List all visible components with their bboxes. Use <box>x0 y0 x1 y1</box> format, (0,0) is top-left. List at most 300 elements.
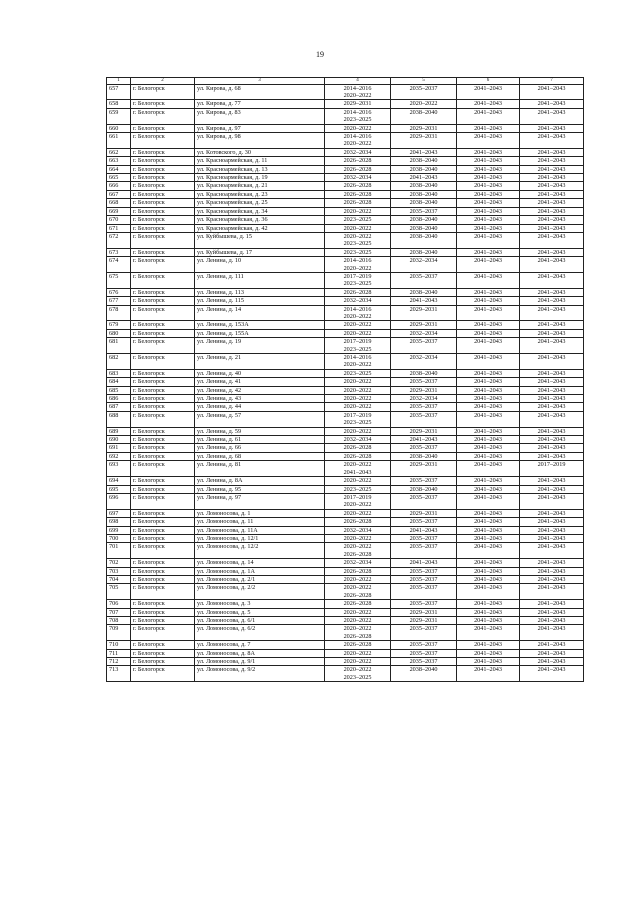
row-number-cell: 693 <box>107 461 131 477</box>
period-col5-cell: 2035–2037 <box>391 493 457 509</box>
period-col6-cell: 2041–2043 <box>457 354 520 370</box>
period-col7-cell: 2041–2043 <box>520 666 584 682</box>
city-cell: г. Белогорск <box>131 305 195 321</box>
period-col5-cell: 2038–2040 <box>391 666 457 682</box>
city-cell: г. Белогорск <box>131 182 195 190</box>
table-body <box>107 84 584 682</box>
table-row <box>107 157 584 165</box>
table-row <box>107 216 584 224</box>
period-col5-cell: 2035–2037 <box>391 272 457 288</box>
period-col4-cell: 2032–2034 <box>325 526 391 534</box>
city-cell: г. Белогорск <box>131 165 195 173</box>
city-cell: г. Белогорск <box>131 658 195 666</box>
row-number-cell: 705 <box>107 584 131 600</box>
city-cell: г. Белогорск <box>131 485 195 493</box>
period-col6-cell: 2041–2043 <box>457 338 520 354</box>
table-row <box>107 625 584 641</box>
period-col6-cell: 2041–2043 <box>457 199 520 207</box>
address-cell: ул. Кирова, д. 98 <box>195 133 325 149</box>
period-col6-cell: 2041–2043 <box>457 395 520 403</box>
period-col6-cell: 2041–2043 <box>457 288 520 296</box>
period-col6-cell: 2041–2043 <box>457 477 520 485</box>
period-col7-cell: 2041–2043 <box>520 100 584 108</box>
table-row <box>107 427 584 435</box>
period-col6-cell: 2041–2043 <box>457 297 520 305</box>
row-number-cell: 666 <box>107 182 131 190</box>
period-col6-cell: 2041–2043 <box>457 148 520 156</box>
table-row <box>107 600 584 608</box>
table-row <box>107 182 584 190</box>
address-cell: ул. Ломоносова, д. 7 <box>195 641 325 649</box>
period-col4-cell: 2023–2025 <box>325 485 391 493</box>
period-col5-cell: 2041–2043 <box>391 526 457 534</box>
row-number-cell: 664 <box>107 165 131 173</box>
period-col5-cell: 2038–2040 <box>391 232 457 248</box>
row-number-cell: 680 <box>107 329 131 337</box>
period-col4-cell: 2026–2028 <box>325 190 391 198</box>
table-row <box>107 559 584 567</box>
address-cell: ул. Ломоносова, д. 14 <box>195 559 325 567</box>
city-cell: г. Белогорск <box>131 288 195 296</box>
address-cell: ул. Ломоносова, д. 6/2 <box>195 625 325 641</box>
period-col4-cell: 2020–2022 <box>325 427 391 435</box>
city-cell: г. Белогорск <box>131 427 195 435</box>
period-col4-cell: 2020–2022 <box>325 608 391 616</box>
table-row <box>107 207 584 215</box>
period-col5-cell: 2035–2037 <box>391 543 457 559</box>
row-number-cell: 700 <box>107 534 131 542</box>
period-col7-cell: 2041–2043 <box>520 649 584 657</box>
period-col7-cell: 2041–2043 <box>520 165 584 173</box>
period-col4-cell: 2020–2022 <box>325 403 391 411</box>
period-col6-cell: 2041–2043 <box>457 378 520 386</box>
row-number-cell: 689 <box>107 427 131 435</box>
row-number-cell: 697 <box>107 509 131 517</box>
table-row <box>107 386 584 394</box>
city-cell: г. Белогорск <box>131 216 195 224</box>
period-col5-cell: 2041–2043 <box>391 436 457 444</box>
period-col6-cell: 2041–2043 <box>457 411 520 427</box>
period-col6-cell: 2041–2043 <box>457 124 520 132</box>
city-cell: г. Белогорск <box>131 395 195 403</box>
address-cell: ул. Ленина, д. 153А <box>195 321 325 329</box>
address-cell: ул. Кирова, д. 68 <box>195 84 325 100</box>
period-col5-cell: 2032–2034 <box>391 354 457 370</box>
table-row <box>107 174 584 182</box>
period-col7-cell: 2041–2043 <box>520 403 584 411</box>
period-col4-cell: 2032–2034 <box>325 559 391 567</box>
table-row <box>107 124 584 132</box>
city-cell: г. Белогорск <box>131 411 195 427</box>
row-number-cell: 698 <box>107 518 131 526</box>
period-col4-cell: 2020–2022 2023–2025 <box>325 232 391 248</box>
city-cell: г. Белогорск <box>131 600 195 608</box>
address-cell: ул. Ломоносова, д. 9/2 <box>195 666 325 682</box>
row-number-cell: 665 <box>107 174 131 182</box>
row-number-cell: 710 <box>107 641 131 649</box>
city-cell: г. Белогорск <box>131 257 195 273</box>
row-number-cell: 668 <box>107 199 131 207</box>
city-cell: г. Белогорск <box>131 108 195 124</box>
period-col4-cell: 2014–2016 2020–2022 <box>325 84 391 100</box>
period-col6-cell: 2041–2043 <box>457 444 520 452</box>
period-col5-cell: 2035–2037 <box>391 600 457 608</box>
address-cell: ул. Куйбышева, д. 17 <box>195 248 325 256</box>
period-col5-cell: 2038–2040 <box>391 108 457 124</box>
period-col4-cell: 2014–2016 2020–2022 <box>325 305 391 321</box>
city-cell: г. Белогорск <box>131 199 195 207</box>
period-col6-cell: 2041–2043 <box>457 649 520 657</box>
city-cell: г. Белогорск <box>131 493 195 509</box>
period-col5-cell: 2038–2040 <box>391 190 457 198</box>
address-cell: ул. Ломоносова, д. 11 <box>195 518 325 526</box>
address-cell: ул. Ломоносова, д. 6/1 <box>195 617 325 625</box>
address-cell: ул. Ломоносова, д. 12/2 <box>195 543 325 559</box>
period-col4-cell: 2020–2022 2026–2028 <box>325 625 391 641</box>
period-col4-cell: 2020–2022 <box>325 617 391 625</box>
city-cell: г. Белогорск <box>131 543 195 559</box>
column-header: 2 <box>131 78 195 85</box>
period-col4-cell: 2032–2034 <box>325 174 391 182</box>
period-col7-cell: 2041–2043 <box>520 369 584 377</box>
address-cell: ул. Ленина, д. 113 <box>195 288 325 296</box>
city-cell: г. Белогорск <box>131 148 195 156</box>
period-col5-cell: 2035–2037 <box>391 411 457 427</box>
period-col6-cell: 2041–2043 <box>457 257 520 273</box>
period-col7-cell: 2041–2043 <box>520 321 584 329</box>
period-col7-cell: 2041–2043 <box>520 559 584 567</box>
city-cell: г. Белогорск <box>131 321 195 329</box>
period-col4-cell: 2020–2022 <box>325 378 391 386</box>
row-number-cell: 687 <box>107 403 131 411</box>
period-col6-cell: 2041–2043 <box>457 625 520 641</box>
row-number-cell: 672 <box>107 232 131 248</box>
period-col7-cell: 2041–2043 <box>520 378 584 386</box>
table-row <box>107 148 584 156</box>
city-cell: г. Белогорск <box>131 100 195 108</box>
period-col7-cell: 2041–2043 <box>520 248 584 256</box>
table-row <box>107 329 584 337</box>
column-header: 6 <box>457 78 520 85</box>
row-number-cell: 678 <box>107 305 131 321</box>
period-col7-cell: 2041–2043 <box>520 182 584 190</box>
period-col5-cell: 2029–2031 <box>391 321 457 329</box>
period-col5-cell: 2038–2040 <box>391 224 457 232</box>
period-col5-cell: 2038–2040 <box>391 369 457 377</box>
period-col6-cell: 2041–2043 <box>457 584 520 600</box>
table-row <box>107 436 584 444</box>
table-row <box>107 567 584 575</box>
city-cell: г. Белогорск <box>131 534 195 542</box>
period-col4-cell: 2020–2022 <box>325 207 391 215</box>
city-cell: г. Белогорск <box>131 567 195 575</box>
period-col4-cell: 2026–2028 <box>325 182 391 190</box>
address-cell: ул. Красноармейская, д. 36 <box>195 216 325 224</box>
period-col4-cell: 2020–2022 <box>325 649 391 657</box>
period-col4-cell: 2020–2022 <box>325 124 391 132</box>
period-col6-cell: 2041–2043 <box>457 461 520 477</box>
address-cell: ул. Ломоносова, д. 8А <box>195 649 325 657</box>
period-col7-cell: 2041–2043 <box>520 190 584 198</box>
period-col6-cell: 2041–2043 <box>457 321 520 329</box>
period-col6-cell: 2041–2043 <box>457 493 520 509</box>
address-cell: ул. Ленина, д. 10 <box>195 257 325 273</box>
column-header: 7 <box>520 78 584 85</box>
schedule-table <box>106 77 584 682</box>
period-col6-cell: 2041–2043 <box>457 534 520 542</box>
city-cell: г. Белогорск <box>131 297 195 305</box>
period-col6-cell: 2041–2043 <box>457 452 520 460</box>
city-cell: г. Белогорск <box>131 386 195 394</box>
period-col7-cell: 2041–2043 <box>520 584 584 600</box>
city-cell: г. Белогорск <box>131 436 195 444</box>
period-col7-cell: 2041–2043 <box>520 232 584 248</box>
period-col7-cell: 2041–2043 <box>520 157 584 165</box>
table-row <box>107 543 584 559</box>
period-col7-cell: 2041–2043 <box>520 477 584 485</box>
period-col5-cell: 2035–2037 <box>391 584 457 600</box>
row-number-cell: 704 <box>107 575 131 583</box>
period-col4-cell: 2032–2034 <box>325 148 391 156</box>
address-cell: ул. Кирова, д. 83 <box>195 108 325 124</box>
city-cell: г. Белогорск <box>131 232 195 248</box>
city-cell: г. Белогорск <box>131 133 195 149</box>
period-col6-cell: 2041–2043 <box>457 165 520 173</box>
period-col7-cell: 2041–2043 <box>520 199 584 207</box>
city-cell: г. Белогорск <box>131 518 195 526</box>
address-cell: ул. Ленина, д. 14 <box>195 305 325 321</box>
period-col7-cell: 2041–2043 <box>520 216 584 224</box>
row-number-cell: 706 <box>107 600 131 608</box>
period-col5-cell: 2032–2034 <box>391 395 457 403</box>
table-row <box>107 666 584 682</box>
column-header: 5 <box>391 78 457 85</box>
table-row <box>107 100 584 108</box>
period-col7-cell: 2041–2043 <box>520 509 584 517</box>
row-number-cell: 663 <box>107 157 131 165</box>
row-number-cell: 701 <box>107 543 131 559</box>
period-col4-cell: 2026–2028 <box>325 567 391 575</box>
city-cell: г. Белогорск <box>131 641 195 649</box>
table-row <box>107 257 584 273</box>
period-col4-cell: 2026–2028 <box>325 600 391 608</box>
address-cell: ул. Ленина, д. 57 <box>195 411 325 427</box>
address-cell: ул. Ленина, д. 81 <box>195 461 325 477</box>
period-col7-cell: 2041–2043 <box>520 485 584 493</box>
table-row <box>107 190 584 198</box>
period-col7-cell: 2041–2043 <box>520 297 584 305</box>
period-col4-cell: 2020–2022 <box>325 395 391 403</box>
address-cell: ул. Ленина, д. 19 <box>195 338 325 354</box>
table-row <box>107 199 584 207</box>
period-col4-cell: 2026–2028 <box>325 165 391 173</box>
table-row <box>107 641 584 649</box>
table-header-row <box>107 78 584 85</box>
period-col7-cell: 2041–2043 <box>520 305 584 321</box>
period-col5-cell: 2032–2034 <box>391 257 457 273</box>
period-col4-cell: 2014–2016 2020–2022 <box>325 133 391 149</box>
address-cell: ул. Ленина, д. 115 <box>195 297 325 305</box>
period-col5-cell: 2032–2034 <box>391 329 457 337</box>
city-cell: г. Белогорск <box>131 649 195 657</box>
table-row <box>107 444 584 452</box>
address-cell: ул. Ленина, д. 61 <box>195 436 325 444</box>
period-col6-cell: 2041–2043 <box>457 190 520 198</box>
address-cell: ул. Ленина, д. 41 <box>195 378 325 386</box>
row-number-cell: 703 <box>107 567 131 575</box>
table-row <box>107 518 584 526</box>
address-cell: ул. Ленина, д. 8А <box>195 477 325 485</box>
address-cell: ул. Красноармейская, д. 23 <box>195 190 325 198</box>
period-col6-cell: 2041–2043 <box>457 567 520 575</box>
period-col4-cell: 2017–2019 2023–2025 <box>325 411 391 427</box>
period-col4-cell: 2026–2028 <box>325 444 391 452</box>
period-col6-cell: 2041–2043 <box>457 133 520 149</box>
period-col7-cell: 2041–2043 <box>520 272 584 288</box>
address-cell: ул. Ленина, д. 40 <box>195 369 325 377</box>
table-row <box>107 411 584 427</box>
row-number-cell: 694 <box>107 477 131 485</box>
period-col5-cell: 2035–2037 <box>391 338 457 354</box>
period-col6-cell: 2041–2043 <box>457 600 520 608</box>
period-col7-cell: 2041–2043 <box>520 575 584 583</box>
table-row <box>107 84 584 100</box>
table-row <box>107 584 584 600</box>
period-col6-cell: 2041–2043 <box>457 436 520 444</box>
address-cell: ул. Ленина, д. 42 <box>195 386 325 394</box>
city-cell: г. Белогорск <box>131 157 195 165</box>
period-col4-cell: 2020–2022 2041–2043 <box>325 461 391 477</box>
table-row <box>107 297 584 305</box>
period-col4-cell: 2020–2022 <box>325 658 391 666</box>
period-col4-cell: 2026–2028 <box>325 452 391 460</box>
row-number-cell: 661 <box>107 133 131 149</box>
table-row <box>107 165 584 173</box>
row-number-cell: 675 <box>107 272 131 288</box>
period-col6-cell: 2041–2043 <box>457 485 520 493</box>
period-col5-cell: 2035–2037 <box>391 649 457 657</box>
period-col7-cell: 2041–2043 <box>520 641 584 649</box>
address-cell: ул. Кирова, д. 97 <box>195 124 325 132</box>
period-col4-cell: 2020–2022 <box>325 386 391 394</box>
city-cell: г. Белогорск <box>131 84 195 100</box>
row-number-cell: 691 <box>107 444 131 452</box>
period-col5-cell: 2035–2037 <box>391 84 457 100</box>
period-col6-cell: 2041–2043 <box>457 157 520 165</box>
period-col7-cell: 2041–2043 <box>520 108 584 124</box>
period-col5-cell: 2038–2040 <box>391 165 457 173</box>
period-col6-cell: 2041–2043 <box>457 108 520 124</box>
period-col6-cell: 2041–2043 <box>457 658 520 666</box>
period-col7-cell: 2041–2043 <box>520 493 584 509</box>
period-col6-cell: 2041–2043 <box>457 543 520 559</box>
table-row <box>107 248 584 256</box>
period-col7-cell: 2041–2043 <box>520 386 584 394</box>
period-col5-cell: 2035–2037 <box>391 403 457 411</box>
table-row <box>107 649 584 657</box>
period-col6-cell: 2041–2043 <box>457 608 520 616</box>
period-col6-cell: 2041–2043 <box>457 232 520 248</box>
table-row <box>107 272 584 288</box>
period-col7-cell: 2041–2043 <box>520 608 584 616</box>
period-col5-cell: 2035–2037 <box>391 477 457 485</box>
city-cell: г. Белогорск <box>131 452 195 460</box>
period-col7-cell: 2041–2043 <box>520 526 584 534</box>
period-col7-cell: 2041–2043 <box>520 329 584 337</box>
period-col5-cell: 2038–2040 <box>391 485 457 493</box>
period-col5-cell: 2038–2040 <box>391 452 457 460</box>
address-cell: ул. Ленина, д. 97 <box>195 493 325 509</box>
row-number-cell: 696 <box>107 493 131 509</box>
period-col7-cell: 2041–2043 <box>520 543 584 559</box>
period-col4-cell: 2017–2019 2020–2022 <box>325 493 391 509</box>
row-number-cell: 658 <box>107 100 131 108</box>
address-cell: ул. Ломоносова, д. 11А <box>195 526 325 534</box>
period-col7-cell: 2041–2043 <box>520 174 584 182</box>
table-row <box>107 477 584 485</box>
period-col7-cell: 2041–2043 <box>520 452 584 460</box>
city-cell: г. Белогорск <box>131 224 195 232</box>
row-number-cell: 682 <box>107 354 131 370</box>
period-col6-cell: 2041–2043 <box>457 559 520 567</box>
page-number: 19 <box>316 50 324 59</box>
table-row <box>107 305 584 321</box>
address-cell: ул. Ленина, д. 155А <box>195 329 325 337</box>
period-col5-cell: 2035–2037 <box>391 641 457 649</box>
address-cell: ул. Красноармейская, д. 42 <box>195 224 325 232</box>
row-number-cell: 674 <box>107 257 131 273</box>
address-cell: ул. Ленина, д. 111 <box>195 272 325 288</box>
period-col6-cell: 2041–2043 <box>457 427 520 435</box>
period-col4-cell: 2014–2016 2020–2022 <box>325 257 391 273</box>
address-cell: ул. Ломоносова, д. 12/1 <box>195 534 325 542</box>
period-col6-cell: 2041–2043 <box>457 386 520 394</box>
address-cell: ул. Ленина, д. 21 <box>195 354 325 370</box>
city-cell: г. Белогорск <box>131 207 195 215</box>
row-number-cell: 676 <box>107 288 131 296</box>
city-cell: г. Белогорск <box>131 329 195 337</box>
period-col7-cell: 2041–2043 <box>520 395 584 403</box>
table-row <box>107 617 584 625</box>
table-row <box>107 354 584 370</box>
address-cell: ул. Ломоносова, д. 1А <box>195 567 325 575</box>
address-cell: ул. Красноармейская, д. 34 <box>195 207 325 215</box>
address-cell: ул. Ломоносова, д. 1 <box>195 509 325 517</box>
period-col7-cell: 2041–2043 <box>520 124 584 132</box>
period-col7-cell: 2041–2043 <box>520 658 584 666</box>
column-header: 4 <box>325 78 391 85</box>
table-row <box>107 395 584 403</box>
period-col7-cell: 2041–2043 <box>520 600 584 608</box>
city-cell: г. Белогорск <box>131 338 195 354</box>
period-col5-cell: 2035–2037 <box>391 207 457 215</box>
period-col4-cell: 2032–2034 <box>325 297 391 305</box>
address-cell: ул. Ленина, д. 44 <box>195 403 325 411</box>
table-row <box>107 485 584 493</box>
period-col6-cell: 2041–2043 <box>457 403 520 411</box>
table-row <box>107 509 584 517</box>
row-number-cell: 677 <box>107 297 131 305</box>
period-col6-cell: 2041–2043 <box>457 509 520 517</box>
table-row <box>107 321 584 329</box>
city-cell: г. Белогорск <box>131 248 195 256</box>
city-cell: г. Белогорск <box>131 272 195 288</box>
period-col6-cell: 2041–2043 <box>457 207 520 215</box>
row-number-cell: 699 <box>107 526 131 534</box>
table-row <box>107 608 584 616</box>
table-row <box>107 461 584 477</box>
period-col6-cell: 2041–2043 <box>457 666 520 682</box>
